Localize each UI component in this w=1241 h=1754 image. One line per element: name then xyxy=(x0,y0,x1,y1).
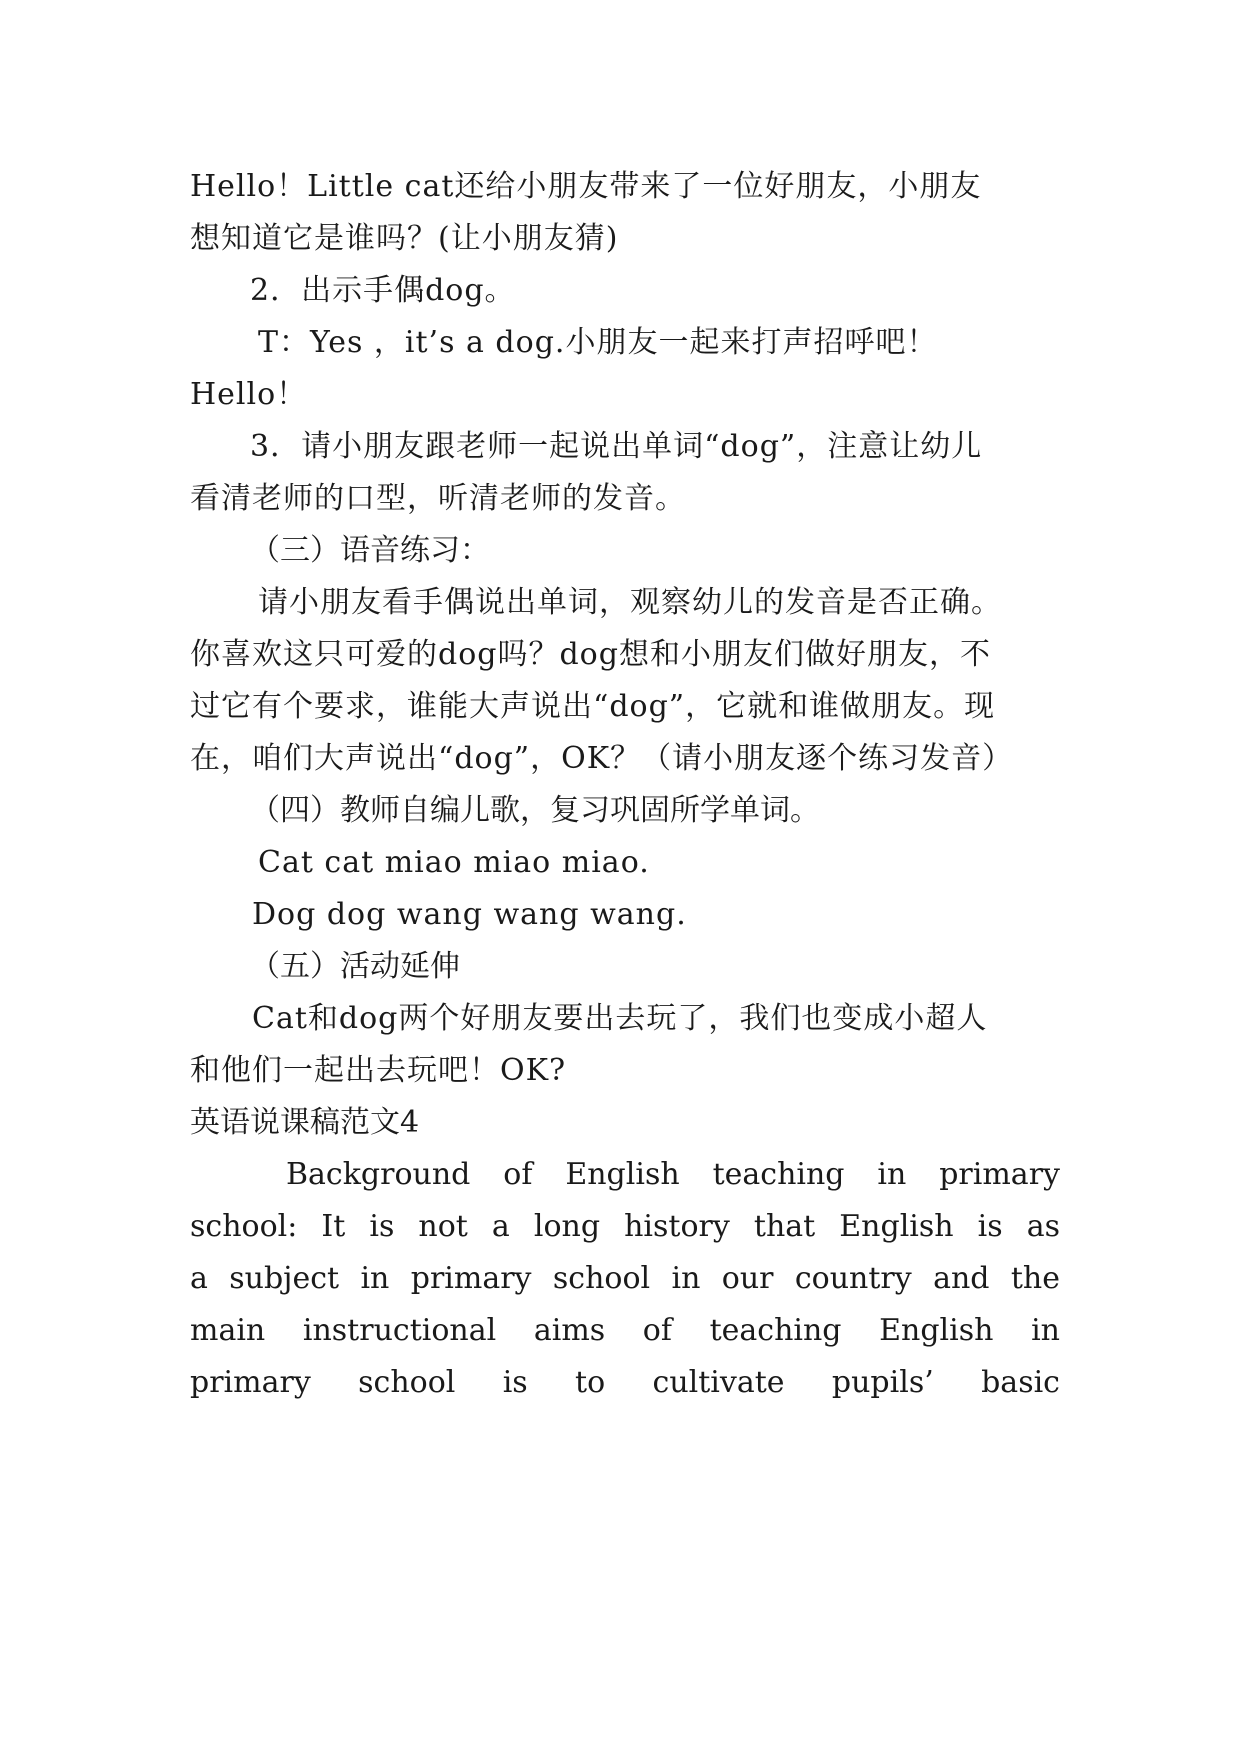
paragraph-line: 在，咱们大声说出“dog”，OK？（请小朋友逐个练习发音） xyxy=(190,741,1014,776)
paragraph-line: school: It is not a long history that English is as xyxy=(190,1209,1060,1244)
article-title: 英语说课稿范文4 xyxy=(190,1105,420,1140)
paragraph-line: Hello！Little cat还给小朋友带来了一位好朋友，小朋友 xyxy=(190,169,982,204)
paragraph-line: 过它有个要求，谁能大声说出“dog”，它就和谁做朋友。现 xyxy=(190,689,996,724)
rhyme-line: Cat cat miao miao miao. xyxy=(258,845,650,880)
paragraph-line: Background of English teaching in primary xyxy=(286,1157,1060,1192)
paragraph-line: T：Yes ，it’s a dog.小朋友一起来打声招呼吧！ xyxy=(258,325,938,360)
paragraph-line: main instructional aims of teaching English in xyxy=(190,1313,1060,1348)
paragraph-line: Hello！ xyxy=(190,377,308,412)
section-heading: （五）活动延伸 xyxy=(250,949,460,984)
paragraph-line: 2．出示手偶dog。 xyxy=(250,273,516,308)
paragraph-line: a subject in primary school in our country and the xyxy=(190,1261,1060,1296)
paragraph-line: Cat和dog两个好朋友要出去玩了，我们也变成小超人 xyxy=(252,1001,988,1036)
section-heading: （三）语音练习： xyxy=(250,533,490,568)
paragraph-line: 3．请小朋友跟老师一起说出单词“dog”，注意让幼儿 xyxy=(250,429,983,464)
paragraph-line: primary school is to cultivate pupils’ basic xyxy=(190,1365,1060,1400)
section-heading: （四）教师自编儿歌，复习巩固所学单词。 xyxy=(250,793,820,828)
paragraph-line: 和他们一起出去玩吧！OK? xyxy=(190,1053,567,1088)
paragraph-line: 想知道它是谁吗？(让小朋友猜) xyxy=(190,221,619,256)
paragraph-line: 请小朋友看手偶说出单词，观察幼儿的发音是否正确。 xyxy=(258,585,1002,620)
rhyme-line: Dog dog wang wang wang. xyxy=(252,897,687,932)
paragraph-line: 你喜欢这只可爱的dog吗？dog想和小朋友们做好朋友，不 xyxy=(190,637,991,672)
paragraph-line: 看清老师的口型，听清老师的发音。 xyxy=(190,481,686,516)
